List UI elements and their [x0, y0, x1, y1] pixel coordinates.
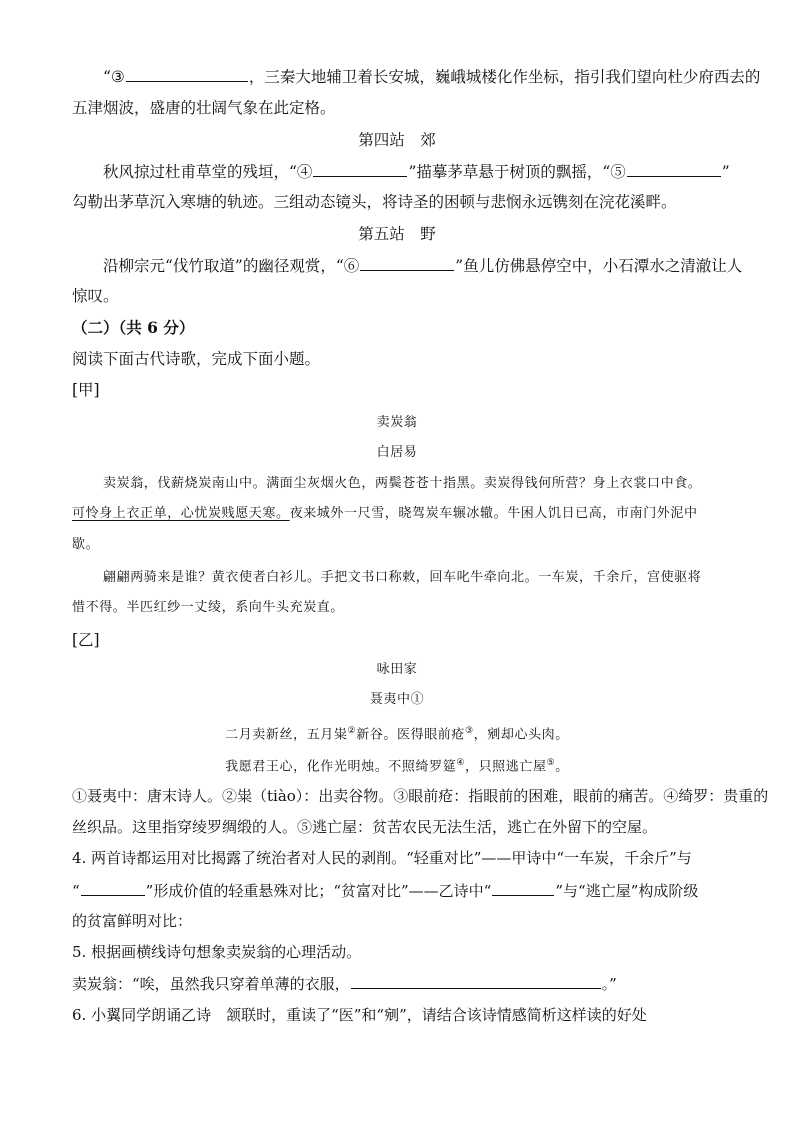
poem-text: ，只照逃亡屋 [464, 759, 547, 775]
poem-2-author [0, 690, 794, 710]
answer-blank-3[interactable] [126, 66, 248, 82]
question-6: 6. 小翼同学朗诵乙诗 颔联时，重读了“医”和“剜”，请结合该诗情感简析这样读的好处 [72, 1006, 647, 1024]
answer-blank-4[interactable] [313, 161, 407, 177]
poem-2-title: 咏田家 [376, 662, 418, 677]
passage-line: 勾勒出茅草沉入寒塘的轨迹。三组动态镜头，将诗圣的困顿与悲悯永远镌刻在浣花溪畔。 [72, 193, 677, 211]
passage-text: ” [721, 163, 730, 181]
passage-text: ”描摹茅草悬于树顶的飘摇，“⑤ [408, 163, 626, 181]
question-5-line [72, 973, 617, 994]
poem-1-line: 歇。 [72, 537, 100, 552]
answer-blank-q4a[interactable] [81, 880, 145, 896]
station-5-heading: 第五站 野 [358, 225, 436, 243]
footnote-mark: ③ [465, 726, 474, 736]
answer-blank-6[interactable] [360, 255, 454, 271]
footnote-line: ①聂夷中：唐末诗人。②粜（tiào）：出卖谷物。③眼前疮：指眼前的困难，眼前的痛苦。④绮罗：贵重的 [72, 787, 769, 805]
poem-2-line [0, 721, 794, 745]
passage-line [103, 66, 760, 87]
author-name: 聂夷中 [369, 692, 411, 707]
section-2-heading: （二）（共 6 分） [72, 318, 195, 337]
passage-text: ，三秦大地辅卫着长安城，巍峨城楼化作坐标，指引我们望向杜少府西去的 [248, 68, 761, 86]
passage-line [103, 255, 742, 276]
question-5: 5. 根据画横线诗句想象卖炭翁的心理活动。 [72, 943, 362, 961]
poem-text: 二月卖新丝，五月粜 [225, 727, 348, 743]
quote-open-3: “③ [103, 68, 125, 86]
answer-blank-5[interactable] [627, 161, 721, 177]
poem-1-line [72, 504, 698, 524]
footnote-mark: ① [410, 692, 425, 707]
question-4-line [72, 880, 698, 901]
station-4-heading: 第四站 郊 [358, 131, 436, 149]
question-text: 。” [601, 975, 617, 993]
passage-text: 沿柳宗元“伐竹取道”的幽径观赏，“⑥ [103, 257, 360, 275]
poem-1-line: 惜不得。半匹红纱一丈绫，系向牛头充炭直。 [72, 600, 345, 615]
footnote-mark: ④ [456, 758, 465, 768]
passage-line: 五津烟波，盛唐的壮阔气象在此定格。 [72, 99, 336, 117]
poem-text: 新谷。医得眼前疮 [356, 727, 465, 743]
label-jia: [甲] [72, 381, 100, 399]
poem-1-title: 卖炭翁 [376, 415, 418, 430]
question-text: “ [72, 882, 80, 900]
underlined-verse: 可怜身上衣正单，心忧炭贱愿天寒。 [72, 506, 290, 521]
poem-1-author: 白居易 [376, 445, 418, 460]
footnote-line: 丝织品。这里指穿绫罗绸缎的人。⑤逃亡屋：贫苦农民无法生活，逃亡在外留下的空屋。 [72, 818, 658, 836]
passage-line: 惊叹。 [72, 287, 119, 305]
passage-text: 秋风掠过杜甫草堂的残垣，“④ [103, 163, 313, 181]
poem-1-line: 卖炭翁，伐薪烧炭南山中。满面尘灰烟火色，两鬓苍苍十指黑。卖炭得钱何所营？身上衣裳口中食。 [103, 476, 702, 491]
poem-1-line: 翩翩两骑来是谁？黄衣使者白衫儿。手把文书口称敕，回车叱牛牵向北。一车炭，千余斤，宫使驱将 [103, 570, 702, 585]
question-text: 卖炭翁：“唉，虽然我只穿着单薄的衣服， [72, 975, 350, 993]
poem-text: ，剜却心头肉。 [473, 727, 569, 743]
poem-text: 夜来城外一尺雪，晓驾炭车辗冰辙。牛困人饥日已高，市南门外泥中 [289, 506, 698, 521]
passage-line [103, 161, 730, 182]
question-text: ”形成价值的轻重悬殊对比；“贫富对比”——乙诗中“ [145, 882, 492, 900]
question-text: ”与“逃亡屋”构成阶级 [555, 882, 699, 900]
instruction-text: 阅读下面古代诗歌，完成下面小题。 [72, 350, 321, 368]
answer-blank-q5[interactable] [351, 973, 601, 989]
answer-blank-q4b[interactable] [492, 880, 554, 896]
footnote-mark: ② [347, 726, 357, 736]
footnote-mark: ⑤ [546, 758, 556, 768]
poem-text: 我愿君王心，化作光明烛。不照绮罗筵 [225, 759, 457, 775]
passage-text: ”鱼儿仿佛悬停空中，小石潭水之清澈让人 [455, 257, 743, 275]
poem-text: 。 [555, 759, 569, 775]
question-4-line: 的贫富鲜明对比： [72, 912, 193, 930]
poem-2-line [0, 753, 794, 777]
label-yi: [乙] [72, 631, 100, 649]
question-4: 4. 两首诗都运用对比揭露了统治者对人民的剥削。“轻重对比”——甲诗中“一车炭，千余斤”与 [72, 849, 692, 867]
